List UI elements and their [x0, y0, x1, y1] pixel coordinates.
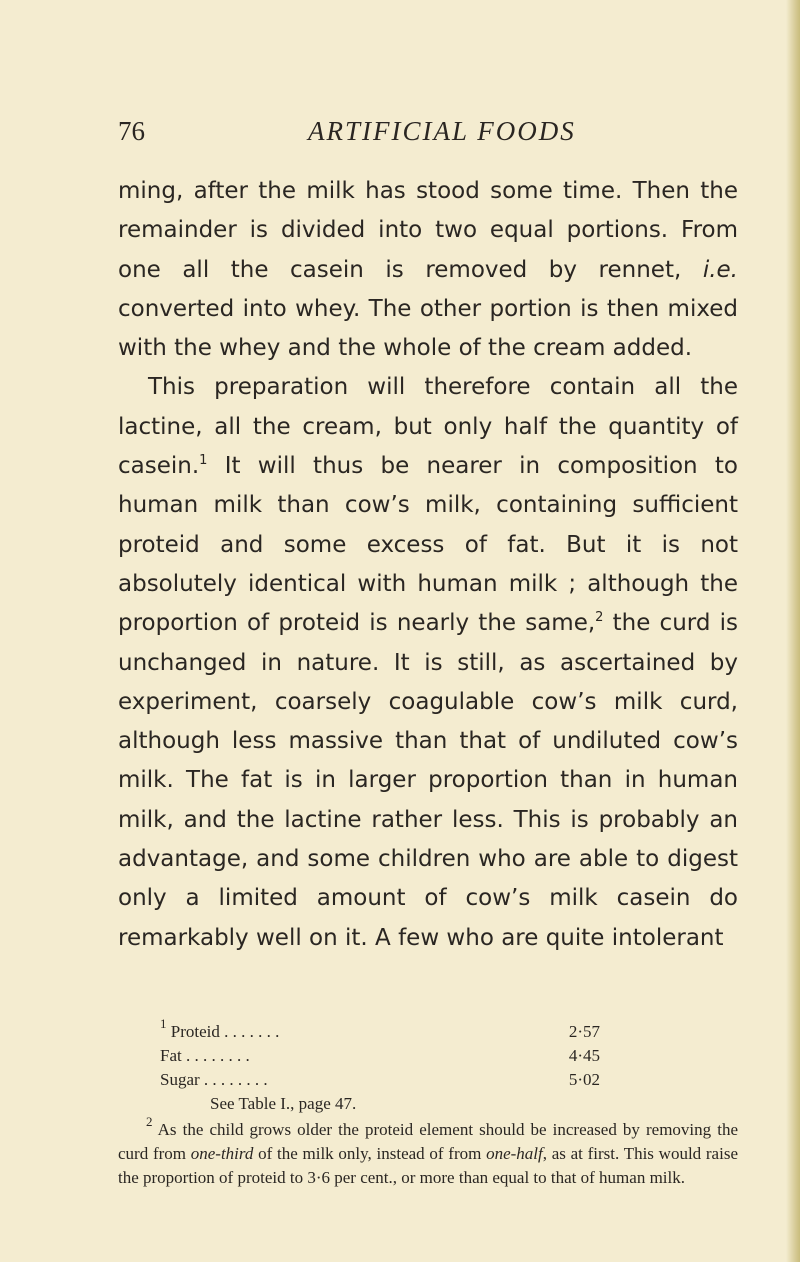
footnote-reference: See Table I., page 47. — [210, 1094, 357, 1113]
footnote-1-table — [160, 1016, 600, 1092]
page-edge — [786, 0, 800, 1262]
ie-italic: i.e. — [702, 256, 738, 283]
one-half-italic: one-half — [486, 1144, 543, 1163]
page-number: 76 — [118, 116, 145, 146]
paragraph-2-text-c: the curd is unchanged in nature. It is still, as ascertained by experiment, coarsely coagulable cow’s milk curd, although less massive than that of undiluted cow’s milk. The fat is in larger proportion than in human milk, and the lactine rather less. This is probably an advantage, and some children who are able to digest only a limited amount of cow’s milk casein do remarkably well on it. A few who are quite intolerant — [118, 610, 738, 951]
footnote-row-label: Sugar . . . . . . . . — [160, 1070, 268, 1089]
footnote-row — [160, 1068, 600, 1092]
footnote-row — [160, 1044, 600, 1068]
body-text — [118, 172, 738, 958]
one-third-italic: one-third — [190, 1144, 254, 1163]
running-title: ARTIFICIAL FOODS — [308, 116, 576, 146]
footnote-row — [160, 1016, 600, 1044]
footnote-ref-1[interactable]: 1 — [199, 453, 208, 469]
footnote-row-value: 5·02 — [568, 1070, 600, 1089]
paragraph-2 — [118, 368, 738, 957]
footnote-row-value: 4·45 — [568, 1046, 600, 1065]
footnote-2-marker: 2 — [146, 1114, 153, 1129]
paragraph-2-text-b: It will thus be nearer in composition to human milk than cow’s milk, containing sufficient proteid and some excess of fat. But it is not absolutely identical with human milk ; although the proportion of proteid is nearly the same, — [118, 453, 738, 637]
footnote-2: $^2$ As the child grows older the proteid element should be increased by removing the curd from one-third of the milk only, instead of from one-half, as at first. This would raise the proportion of proteid to 3·6 per cent., or more than equal to that of human milk. — [118, 1114, 738, 1187]
footnote-1-marker: 1 — [160, 1016, 167, 1031]
footnotes — [118, 1016, 738, 1190]
footnote-ref-2[interactable]: 2 — [595, 610, 604, 626]
paragraph-1-end: converted into whey. The other portion is then mixed with the whey and the whole of the cream added. — [118, 295, 738, 362]
footnote-row-value: 2·57 — [568, 1022, 600, 1041]
paragraph-1 — [118, 172, 738, 368]
paragraph-2-text-a: This preparation will therefore contain all the lactine, all the cream, but only half the quantity of casein. — [118, 374, 738, 480]
page-header — [118, 116, 698, 156]
footnote-row-label: Proteid . . . . . . . — [170, 1022, 280, 1041]
paragraph-1-text: ming, after the milk has stood some time. Then the remainder is divided into two equal portions. From one all the casein is removed by rennet, — [118, 178, 738, 283]
footnote-row-label: Fat . . . . . . . . — [160, 1046, 250, 1065]
